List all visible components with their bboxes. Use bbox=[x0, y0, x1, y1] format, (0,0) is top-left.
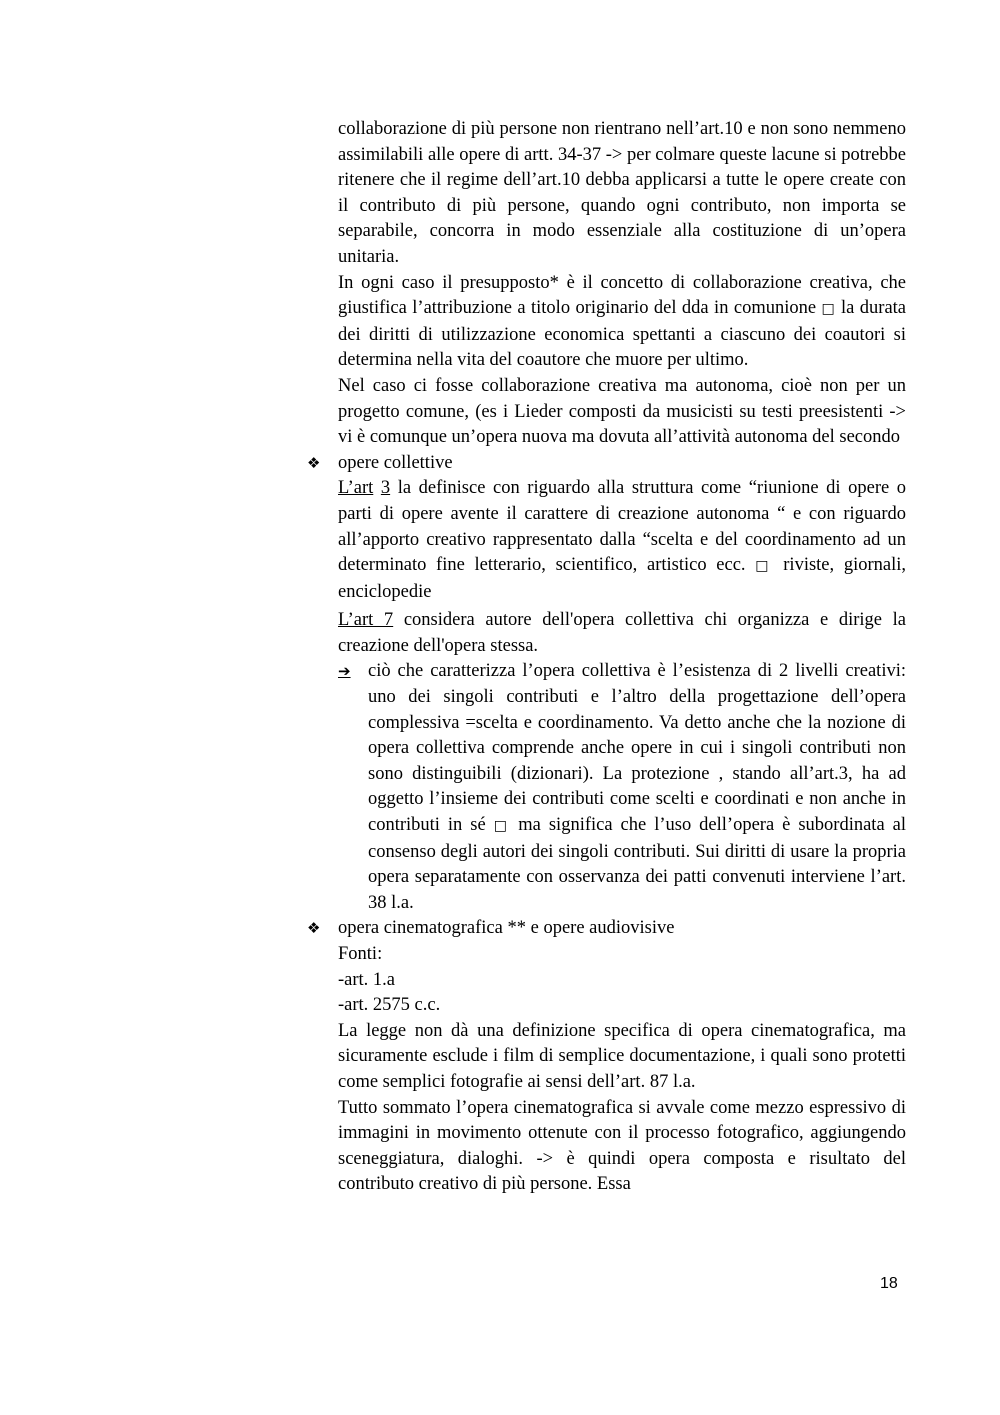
missing-glyph-box-icon: □ bbox=[821, 301, 836, 318]
page-number: 18 bbox=[880, 1275, 898, 1292]
bullet-opera-cinematografica bbox=[307, 916, 906, 942]
diamond-bullet-icon: ❖ bbox=[307, 919, 321, 938]
fonte-art-1a: -art. 1.a bbox=[338, 969, 396, 990]
art3-examples: riviste, giornali, enciclopedie bbox=[338, 555, 906, 602]
bullet-opera-cinematografica-label: opera cinematografica ** e opere audiovisive bbox=[338, 918, 675, 939]
art3-number: 3 bbox=[380, 478, 391, 499]
durata-text: la durata dei diritti di utilizzazione economica spettanti a ciascuno dei coautori si determina nella vita del coautore che muore per ultimo. bbox=[338, 298, 907, 371]
paragraph-autonoma: Nel caso ci fosse collaborazione creativa ma autonoma, cioè non per un progetto comune, (es i Lieder composti da musicisti su testi preesistenti -> vi è comunque un’opera nuova ma dovuta all’attività autonoma del secondo bbox=[338, 375, 906, 448]
paragraph-art7 bbox=[338, 608, 906, 659]
document-body bbox=[307, 117, 907, 1198]
missing-glyph-box-icon: □ bbox=[493, 818, 511, 835]
art3-reference: L’art bbox=[338, 478, 374, 499]
paragraph-definizione: La legge non dà una definizione specifica di opera cinematografica, ma sicuramente esclude i film di semplice documentazione, i quali sono protetti come semplici fotografie ai sensi dell’art. 87 l.a. bbox=[338, 1020, 906, 1092]
presupposto-text: In ogni caso il presupposto* è il concetto di collaborazione creativa, che giustifica l’attribuzione a titolo originario del dda in comunione bbox=[338, 272, 906, 319]
fonti-heading: Fonti: bbox=[338, 944, 383, 964]
paragraph-collaborazione: collaborazione di più persone non rientrano nell’art.10 e non sono nemmeno assimilabili alle opere di artt. 34-37 -> per colmare queste lacune si potrebbe ritenere che il regime dell’art.10 debba applicarsi a tutte le opere create con il contributo di più persone, quando ogni contributo, non importa se separabile, concorra in modo essenziale alla costituzione di un’opera unitaria. bbox=[338, 119, 906, 267]
paragraph-art3 bbox=[338, 476, 906, 605]
sub-paragraph-collettiva bbox=[338, 659, 906, 916]
art3-text: la definisce con riguardo alla struttura come “riunione di opere o parti di opere avente il carattere di creazione autonoma “ e con riguardo all’apporto creativo rappresentato dalla “scelta e del coordinamento ad un determinato fine letterario, scientifico, artistico ecc. bbox=[338, 478, 907, 576]
missing-glyph-box-icon: □ bbox=[755, 558, 774, 575]
bullet-opere-collettive bbox=[307, 451, 906, 477]
diamond-bullet-icon: ❖ bbox=[307, 453, 321, 472]
fonte-art-2575: -art. 2575 c.c. bbox=[338, 995, 441, 1016]
bullet-opere-collettive-label: opere collettive bbox=[338, 452, 453, 473]
sub-text-a: ciò che caratterizza l’opera collettiva è l’esistenza di 2 livelli creativi: uno dei singoli contributi e l’altro della progettazione dell’opera complessiva =scelta e coordinamento. Va detto anche che la nozione di opera collettiva comprende anche opere in cui i singoli contributi non sono distinguibili (dizionari). La protezione , stando all’art.3, ha ad oggetto l’insieme dei contributi come scelti e coordinati e non anche in contributi in sé bbox=[368, 661, 906, 836]
art7-text: considera autore dell'opera collettiva chi organizza e dirige la creazione dell'opera stessa. bbox=[338, 610, 907, 656]
paragraph-presupposto bbox=[338, 271, 906, 374]
paragraph-tutto-sommato: Tutto sommato l’opera cinematografica si avvale come mezzo espressivo di immagini in movimento ottenute con il processo fotografico, aggiungendo sceneggiatura, dialoghi. -> è quindi opera composta e risultato del contributo creativo di più persone. Essa bbox=[338, 1097, 906, 1195]
sub-text-b: ma significa che l’uso dell’opera è subordinata al consenso degli autori dei singoli contributi. Sui diritti di usare la propria opera separatamente con osservanza dei patti convenuti interviene l’art. 38 l.a. bbox=[368, 815, 906, 913]
art7-reference: L’art 7 bbox=[338, 610, 394, 631]
right-arrow-icon: ➔ bbox=[338, 662, 351, 681]
